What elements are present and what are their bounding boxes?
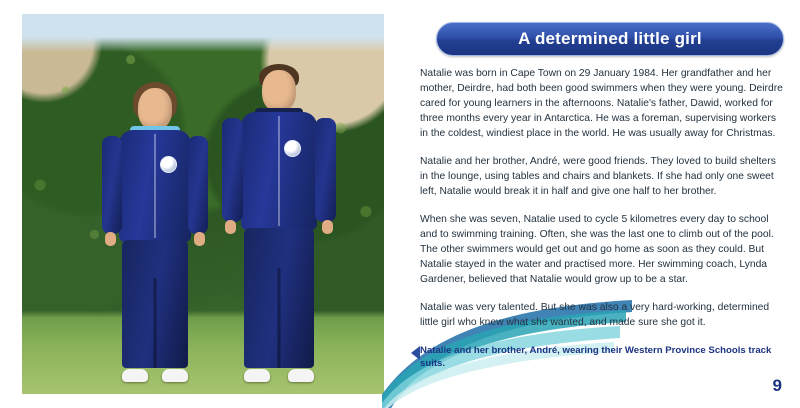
- girl-left-shoe: [122, 369, 148, 382]
- girl-right-hand: [194, 232, 205, 246]
- page-number: 9: [772, 376, 782, 395]
- paragraph-3: When she was seven, Natalie used to cycle 5 kilometres every day to school and to swimming training. Often, she was the last one to climb out of the pool. The other swimmers would get out and go home as soon as they could. But Natalie stayed in the water and practised more. Her swimming coach, Lynda Gardener, believed that Natalie would grow up to be a star.: [420, 214, 774, 285]
- boy-left-hand: [225, 220, 236, 234]
- girl-jacket-zip: [154, 134, 156, 238]
- boy-right-shoe: [288, 369, 314, 382]
- boy-jacket-zip: [278, 116, 280, 226]
- boy-leg-seam: [278, 268, 281, 368]
- paragraph-4: Natalie was very talented. But she was also a very hard-working, determined little girl who knew what she wanted, and made sure she got it.: [420, 302, 770, 328]
- photo-child-boy: [218, 64, 340, 382]
- boy-right-hand: [322, 220, 333, 234]
- girl-right-shoe: [162, 369, 188, 382]
- paragraph-2: Natalie and her brother, André, were good friends. They loved to build shelters in the lounge, using tables and chairs and blankets. If she had only one sweet left, Natalie would break it in half and give one half to her brother.: [420, 156, 776, 197]
- article-body: [420, 66, 786, 343]
- photo-caption: Natalie and her brother, André, wearing their Western Province Schools track suits.: [420, 345, 772, 369]
- girl-head: [138, 88, 172, 130]
- caption-arrow-icon: [411, 346, 420, 360]
- girl-jacket-badge: [160, 156, 177, 173]
- photo-caption-block: [420, 344, 786, 370]
- boy-head: [262, 70, 296, 112]
- photograph: [22, 14, 384, 394]
- boy-right-arm: [315, 118, 336, 222]
- photo-child-girl: [96, 82, 214, 382]
- girl-left-arm: [102, 136, 122, 234]
- paragraph-1: Natalie was born in Cape Town on 29 January 1984. Her grandfather and her mother, Deirdre, had both been good swimmers when they were young. Deirdre cared for young learners in the afternoons. Natalie's father, Dawid, worked for three months every year in Antarctica. He was a foreman, supervising workers in the coldest, windiest place in the world. He was usually away for Christmas.: [420, 68, 783, 139]
- boy-left-arm: [222, 118, 243, 222]
- boy-left-shoe: [244, 369, 270, 382]
- girl-left-hand: [105, 232, 116, 246]
- girl-leg-seam: [154, 278, 157, 368]
- page-title: A determined little girl: [518, 29, 702, 48]
- article-title-banner: [436, 22, 784, 56]
- boy-jacket-badge: [284, 140, 301, 157]
- girl-right-arm: [188, 136, 208, 234]
